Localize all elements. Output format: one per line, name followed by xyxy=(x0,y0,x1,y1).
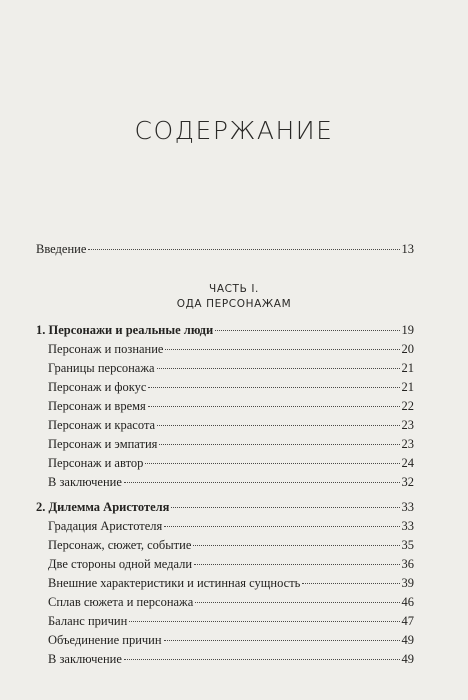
toc-section xyxy=(48,651,414,667)
toc-section xyxy=(48,518,414,534)
section-page-number: 32 xyxy=(401,475,414,489)
dot-leader xyxy=(194,564,399,565)
dot-leader xyxy=(165,349,399,350)
section-label: Персонаж и автор xyxy=(48,456,144,470)
section-label: Баланс причин xyxy=(48,614,128,628)
section-label: Сплав сюжета и персонажа xyxy=(48,595,194,609)
toc-section xyxy=(48,537,414,553)
section-label: Две стороны одной медали xyxy=(48,557,193,571)
section-label: Персонаж и познание xyxy=(48,342,164,356)
toc-section xyxy=(48,455,414,471)
part-title: ОДА ПЕРСОНАЖАМ xyxy=(176,298,292,310)
dot-leader xyxy=(129,621,399,622)
dot-leader xyxy=(124,659,400,660)
section-page-number: 33 xyxy=(401,519,414,533)
dot-leader xyxy=(195,602,399,603)
dot-leader xyxy=(148,406,400,407)
toc-section xyxy=(48,417,414,433)
toc-chapter-2 xyxy=(36,499,414,515)
dot-leader xyxy=(157,425,399,426)
toc-section xyxy=(48,379,414,395)
section-page-number: 49 xyxy=(401,652,414,666)
section-label: Персонаж, сюжет, событие xyxy=(48,538,192,552)
dot-leader xyxy=(193,545,399,546)
dot-leader xyxy=(164,526,399,527)
section-page-number: 36 xyxy=(401,557,414,571)
page-title: СОДЕРЖАНИЕ xyxy=(134,116,334,145)
section-page-number: 46 xyxy=(401,595,414,609)
section-page-number: 20 xyxy=(401,342,414,356)
dot-leader xyxy=(159,444,399,445)
toc-section xyxy=(48,474,414,490)
dot-leader xyxy=(124,482,400,483)
entry-page-number: 13 xyxy=(401,242,414,256)
chapter-label: 1. Персонажи и реальные люди xyxy=(36,323,214,337)
section-page-number: 39 xyxy=(401,576,414,590)
dot-leader xyxy=(148,387,399,388)
entry-label: Введение xyxy=(36,242,87,256)
toc-section xyxy=(48,613,414,629)
dot-leader xyxy=(171,507,399,508)
section-label: Персонаж и красота xyxy=(48,418,156,432)
chapter-page-number: 33 xyxy=(401,500,414,514)
section-label: Персонаж и время xyxy=(48,399,146,413)
toc-section xyxy=(48,341,414,357)
section-label: Персонаж и фокус xyxy=(48,380,147,394)
section-page-number: 23 xyxy=(401,418,414,432)
dot-leader xyxy=(302,583,399,584)
section-page-number: 35 xyxy=(401,538,414,552)
toc-section xyxy=(48,398,414,414)
toc-section xyxy=(48,360,414,376)
section-label: В заключение xyxy=(48,475,122,489)
section-label: Градация Аристотеля xyxy=(48,519,163,533)
toc-section xyxy=(48,436,414,452)
section-label: В заключение xyxy=(48,652,122,666)
part-number: ЧАСТЬ I. xyxy=(209,283,259,295)
toc-section xyxy=(48,575,414,591)
dot-leader xyxy=(88,249,399,250)
toc-entry-intro xyxy=(36,241,414,257)
section-label: Объединение причин xyxy=(48,633,162,647)
section-page-number: 23 xyxy=(401,437,414,451)
section-label: Границы персонажа xyxy=(48,361,155,375)
dot-leader xyxy=(145,463,399,464)
section-page-number: 21 xyxy=(401,380,414,394)
section-page-number: 49 xyxy=(401,633,414,647)
chapter-label: 2. Дилемма Аристотеля xyxy=(36,500,170,514)
toc-chapter-1 xyxy=(36,322,414,338)
dot-leader xyxy=(215,330,399,331)
section-page-number: 24 xyxy=(401,456,414,470)
section-label: Персонаж и эмпатия xyxy=(48,437,158,451)
section-page-number: 21 xyxy=(401,361,414,375)
chapter-page-number: 19 xyxy=(401,323,414,337)
section-page-number: 47 xyxy=(401,614,414,628)
toc-section xyxy=(48,594,414,610)
section-page-number: 22 xyxy=(401,399,414,413)
toc-section xyxy=(48,556,414,572)
dot-leader xyxy=(157,368,400,369)
toc-section xyxy=(48,632,414,648)
section-label: Внешние характеристики и истинная сущность xyxy=(48,576,301,590)
dot-leader xyxy=(164,640,400,641)
